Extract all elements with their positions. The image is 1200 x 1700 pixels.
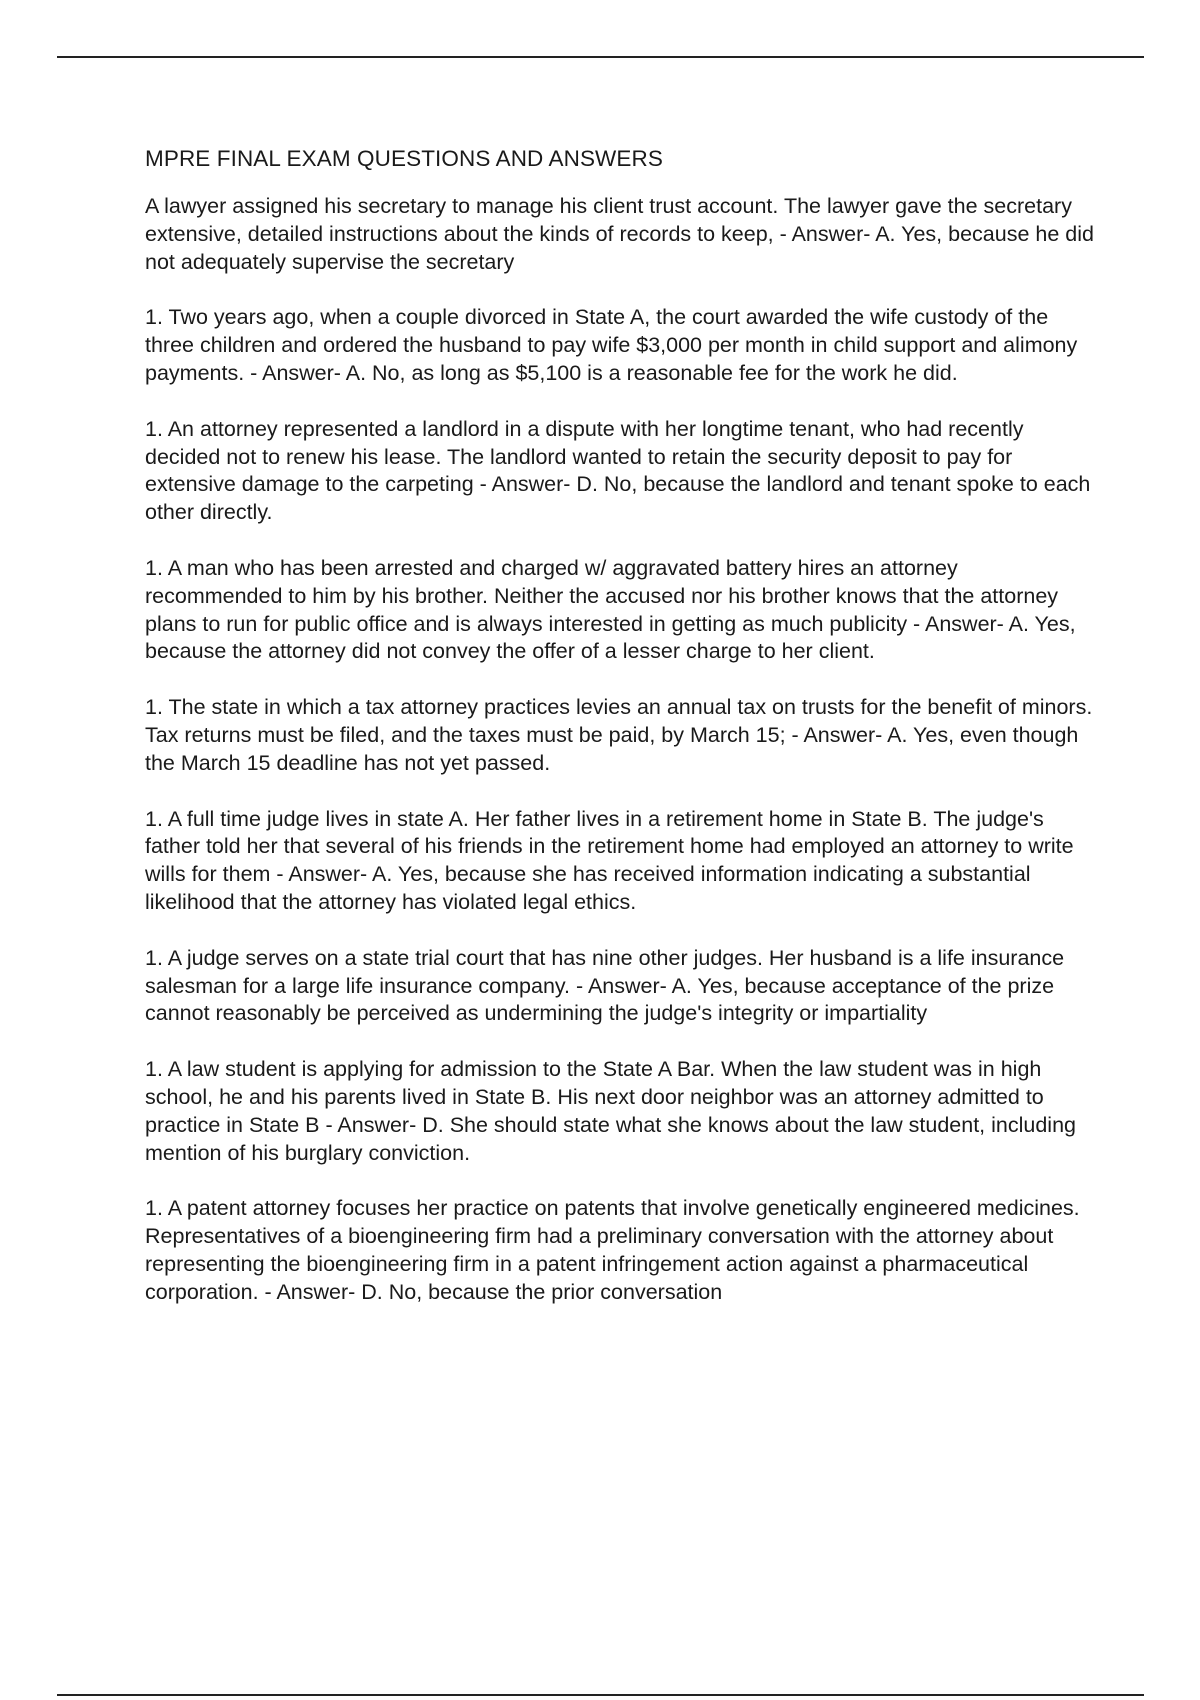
document-title: MPRE FINAL EXAM QUESTIONS AND ANSWERS — [145, 146, 663, 171]
qa-entry-8: 1. A law student is applying for admission to the State A Bar. When the law student was in high school, he and his parents lived in State B. His next door neighbor was an attorney admitted to practice in State B - Answer- D. She should state what she knows about the law student, including mention of his burglary conviction. — [145, 1057, 1076, 1165]
qa-entry-7: 1. A judge serves on a state trial court that has nine other judges. Her husband is a life insurance salesman for a large life insurance company. - Answer- A. Yes, because acceptance of the prize cannot reasonably be perceived as undermining the judge's integrity or impartiality — [145, 945, 1065, 1026]
qa-entry-4: 1. A man who has been arrested and charged w/ aggravated battery hires an attorney recommended to him by his brother. Neither the accused nor his brother knows that the attorney plans to run for public office and is always interested in getting as much publicity - Answer- A. Yes, because the attorney did not convey the offer of a lesser charge to her client. — [145, 555, 1076, 664]
qa-entry-3: 1. An attorney represented a landlord in a dispute with her longtime tenant, who had recently decided not to renew his lease. The landlord wanted to retain the security deposit to pay for extensive damage to the carpeting - Answer- D. No, because the landlord and tenant spoke to each other directly. — [145, 416, 1091, 525]
qa-entry-9: 1. A patent attorney focuses her practice on patents that involve genetically engineered medicines. Representatives of a bioengineering firm had a preliminary conversation with the attorney about representing the bioengineering firm in a patent infringement action against a pharmaceutical corporation. - Answer- D. No, because the prior conversation — [145, 1196, 1080, 1304]
qa-entry-6: 1. A full time judge lives in state A. Her father lives in a retirement home in State B. The judge's father told her that several of his friends in the retirement home had employed an attorney to write wills for them - Answer- A. Yes, because she has received information indicating a substantial likelihood that the attorney has violated legal ethics. — [145, 806, 1074, 914]
qa-entry-2: 1. Two years ago, when a couple divorced in State A, the court awarded the wife custody of the three children and ordered the husband to pay wife $3,000 per month in child support and alimony payments. - Answer- A. No, as long as $5,100 is a reasonable fee for the work he did. — [145, 305, 1078, 385]
bottom-divider — [57, 1694, 1144, 1696]
document-body — [145, 145, 1095, 1335]
qa-entry-1: A lawyer assigned his secretary to manage his client trust account. The lawyer gave the secretary extensive, detailed instructions about the kinds of records to keep, - Answer- A. Yes, because he did not adequately supervise the secretary — [145, 194, 1094, 274]
qa-entry-5: 1. The state in which a tax attorney practices levies an annual tax on trusts for the benefit of minors. Tax returns must be filed, and the taxes must be paid, by March 15; - Answer- A. Yes, even though the March 15 deadline has not yet passed. — [145, 695, 1093, 775]
top-divider — [57, 56, 1144, 58]
